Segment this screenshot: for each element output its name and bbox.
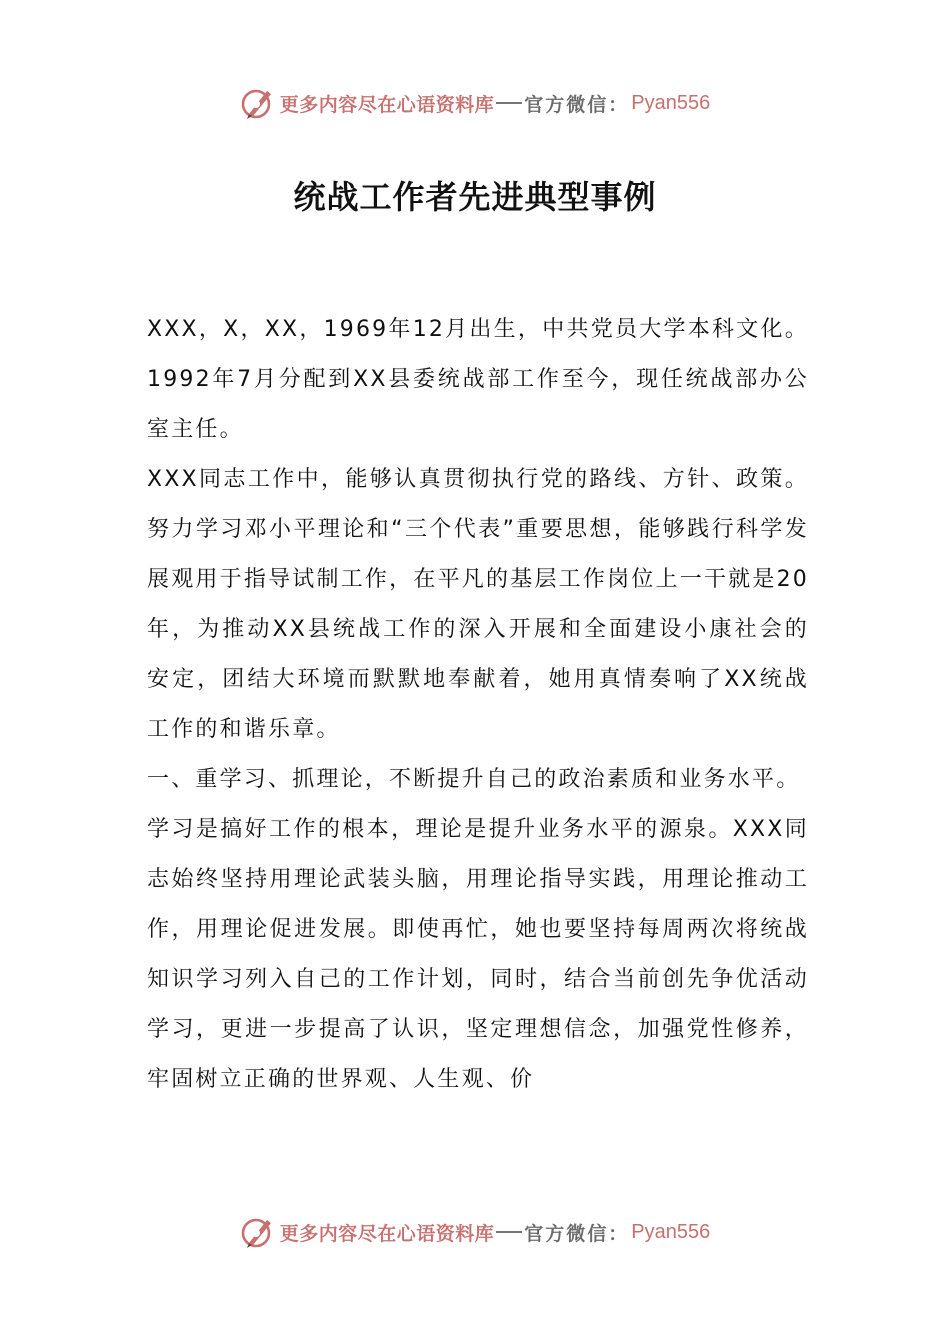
footer-watermark-source: 更多内容尽在心语资料库: [279, 1222, 495, 1245]
footer-watermark-dash: [496, 1231, 522, 1233]
header-watermark-banner: [0, 81, 950, 125]
header-watermark-wechat-label: 官方微信：: [524, 93, 630, 116]
header-watermark-text: [280, 90, 711, 117]
document-body: [147, 305, 809, 1105]
document-title: 统战工作者先进典型事例: [293, 178, 657, 216]
paragraph-profile: XXX，X，XX，1969年12月出生，中共党员大学本科文化。1992年7月分配到XX县委统战部工作至今，现任统战部办公室主任。: [147, 317, 809, 442]
pen-circle-icon: [240, 85, 276, 121]
footer-watermark-banner: [0, 1210, 950, 1254]
footer-watermark-wechat-label: 官方微信：: [524, 1222, 630, 1245]
footer-watermark-wechat-id: Pyan556: [631, 1220, 711, 1243]
header-watermark-wechat-id: Pyan556: [631, 91, 711, 114]
footer-watermark-text: [280, 1219, 711, 1246]
paragraph-section-heading: 一、重学习、抓理论，不断提升自己的政治素质和业务水平。: [147, 767, 801, 792]
header-watermark-dash: [496, 102, 522, 104]
header-watermark-source: 更多内容尽在心语资料库: [279, 93, 495, 116]
paragraph-study: 学习是搞好工作的根本，理论是提升业务水平的源泉。XXX同志始终坚持用理论武装头脑，用理论指导实践，用理论推动工作，用理论促进发展。即使再忙，她也要坚持每周两次将统战知识学习列入自己的工作计划，同时，结合当前创先争优活动学习，更进一步提高了认识，坚定理想信念，加强党性修养，牢固树立正确的世界观、人生观、价: [147, 817, 809, 1092]
paragraph-summary: XXX同志工作中，能够认真贯彻执行党的路线、方针、政策。努力学习邓小平理论和“三个代表”重要思想，能够践行科学发展观用于指导试制工作，在平凡的基层工作岗位上一干就是20年，为推动XX县统战工作的深入开展和全面建设小康社会的安定，团结大环境而默默地奉献着，她用真情奏响了XX统战工作的和谐乐章。: [147, 467, 809, 742]
pen-circle-icon: [240, 1214, 276, 1250]
